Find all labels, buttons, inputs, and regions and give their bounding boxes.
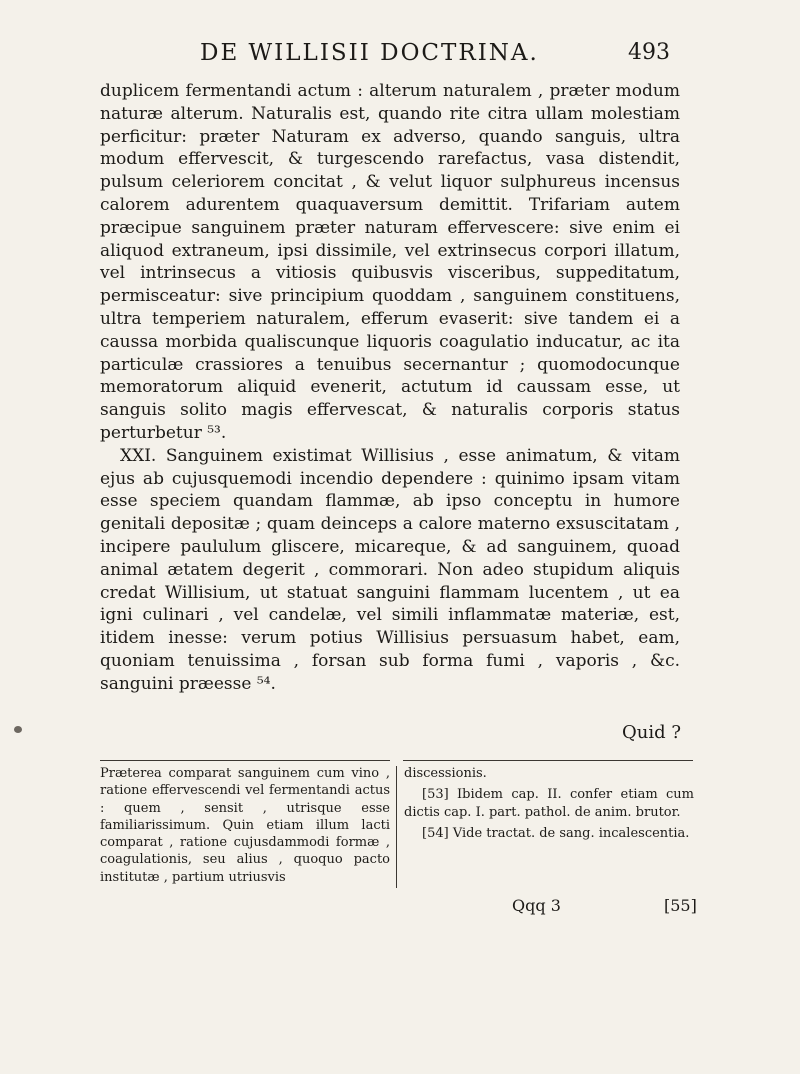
footnote-53: [53] Ibidem cap. II. confer etiam cum dictis cap. I. part. pathol. de anim. brutor.	[404, 787, 694, 820]
paragraph-1: duplicem fermentandi actum : alterum naturalem , præter modum naturæ alterum. Naturalis est, quando rite citra ullam molestiam perficitur: præter Naturam ex adverso, quando sanguis, ultra modum effervescit, & turgescendo rarefactus, vasa distendit, pulsum celeriorem concitat , & velut liquor sulphureus incensus calorem adurentem quaquaversum demittit. Trifariam autem præcipue sanguinem præter naturam effervescere: sive enim ei aliquod extraneum, ipsi dissimile, vel extrinsecus corpori illatum, vel intrinsecus a vitiosis quibusvis visceribus, suppeditatum, permisceatur: sive principium quoddam , sanguinem constituens, ultra temperiem naturalem, efferum evaserit: sive tandem ei a caussa morbida qualiscunque liquoris coagulatio inducatur, ac ita particulæ crassiores a tenuibus secernantur ; quomodocunque memoratorum aliquid evenerit, actutum id caussam esse, ut sanguis solito magis effervescat, & naturalis corporis status perturbetur ⁵³.	[100, 81, 680, 443]
running-head: DE WILLISII DOCTRINA.	[200, 40, 539, 66]
footnote-rule-right	[403, 760, 693, 761]
page-number: 493	[628, 40, 670, 65]
catchword: [55]	[664, 896, 697, 915]
footnote-right-column	[404, 765, 694, 842]
ink-blot	[14, 726, 22, 733]
main-text	[100, 80, 680, 696]
footnote-left-column: Præterea comparat sanguinem cum vino , ratione effervescendi vel fermentandi actus : quem , sensit , utrisque esse familiarissimum. Quin etiam illum lacti comparat , ratione cujusdammodi formæ , coagulationis, seu alius , quoquo pacto institutæ , partium utriusvis	[100, 766, 390, 885]
footnote-column-divider	[396, 766, 397, 888]
catchword-end: Quid ?	[622, 722, 682, 743]
footnote-continuation: discessionis.	[404, 766, 487, 781]
footnote-rule-left	[100, 760, 390, 761]
footnote-54: [54] Vide tractat. de sang. incalescentia.	[422, 825, 690, 841]
paragraph-2: XXI. Sanguinem existimat Willisius , esse animatum, & vitam ejus ab cujusquemodi incendio dependere : quinimo ipsam vitam esse speciem quandam flammæ, ab ipso conceptu in humore genitali depositæ ; quam deinceps a calore materno exsuscitatam , incipere paululum gliscere, micareque, & ad sanguinem, quoad animal ætatem degerit , commorari. Non adeo stupidum aliquis credat Willisium, ut statuat sanguini flammam lucentem , ut ea igni culinari , vel candelæ, vel simili inflammatæ materiæ, est, itidem inesse: verum potius Willisius persuasum habet, eam, quoniam tenuissima , forsan sub forma fumi , vaporis , &c. sanguini præesse ⁵⁴.	[100, 445, 680, 694]
signature-mark: Qqq 3	[512, 896, 561, 915]
